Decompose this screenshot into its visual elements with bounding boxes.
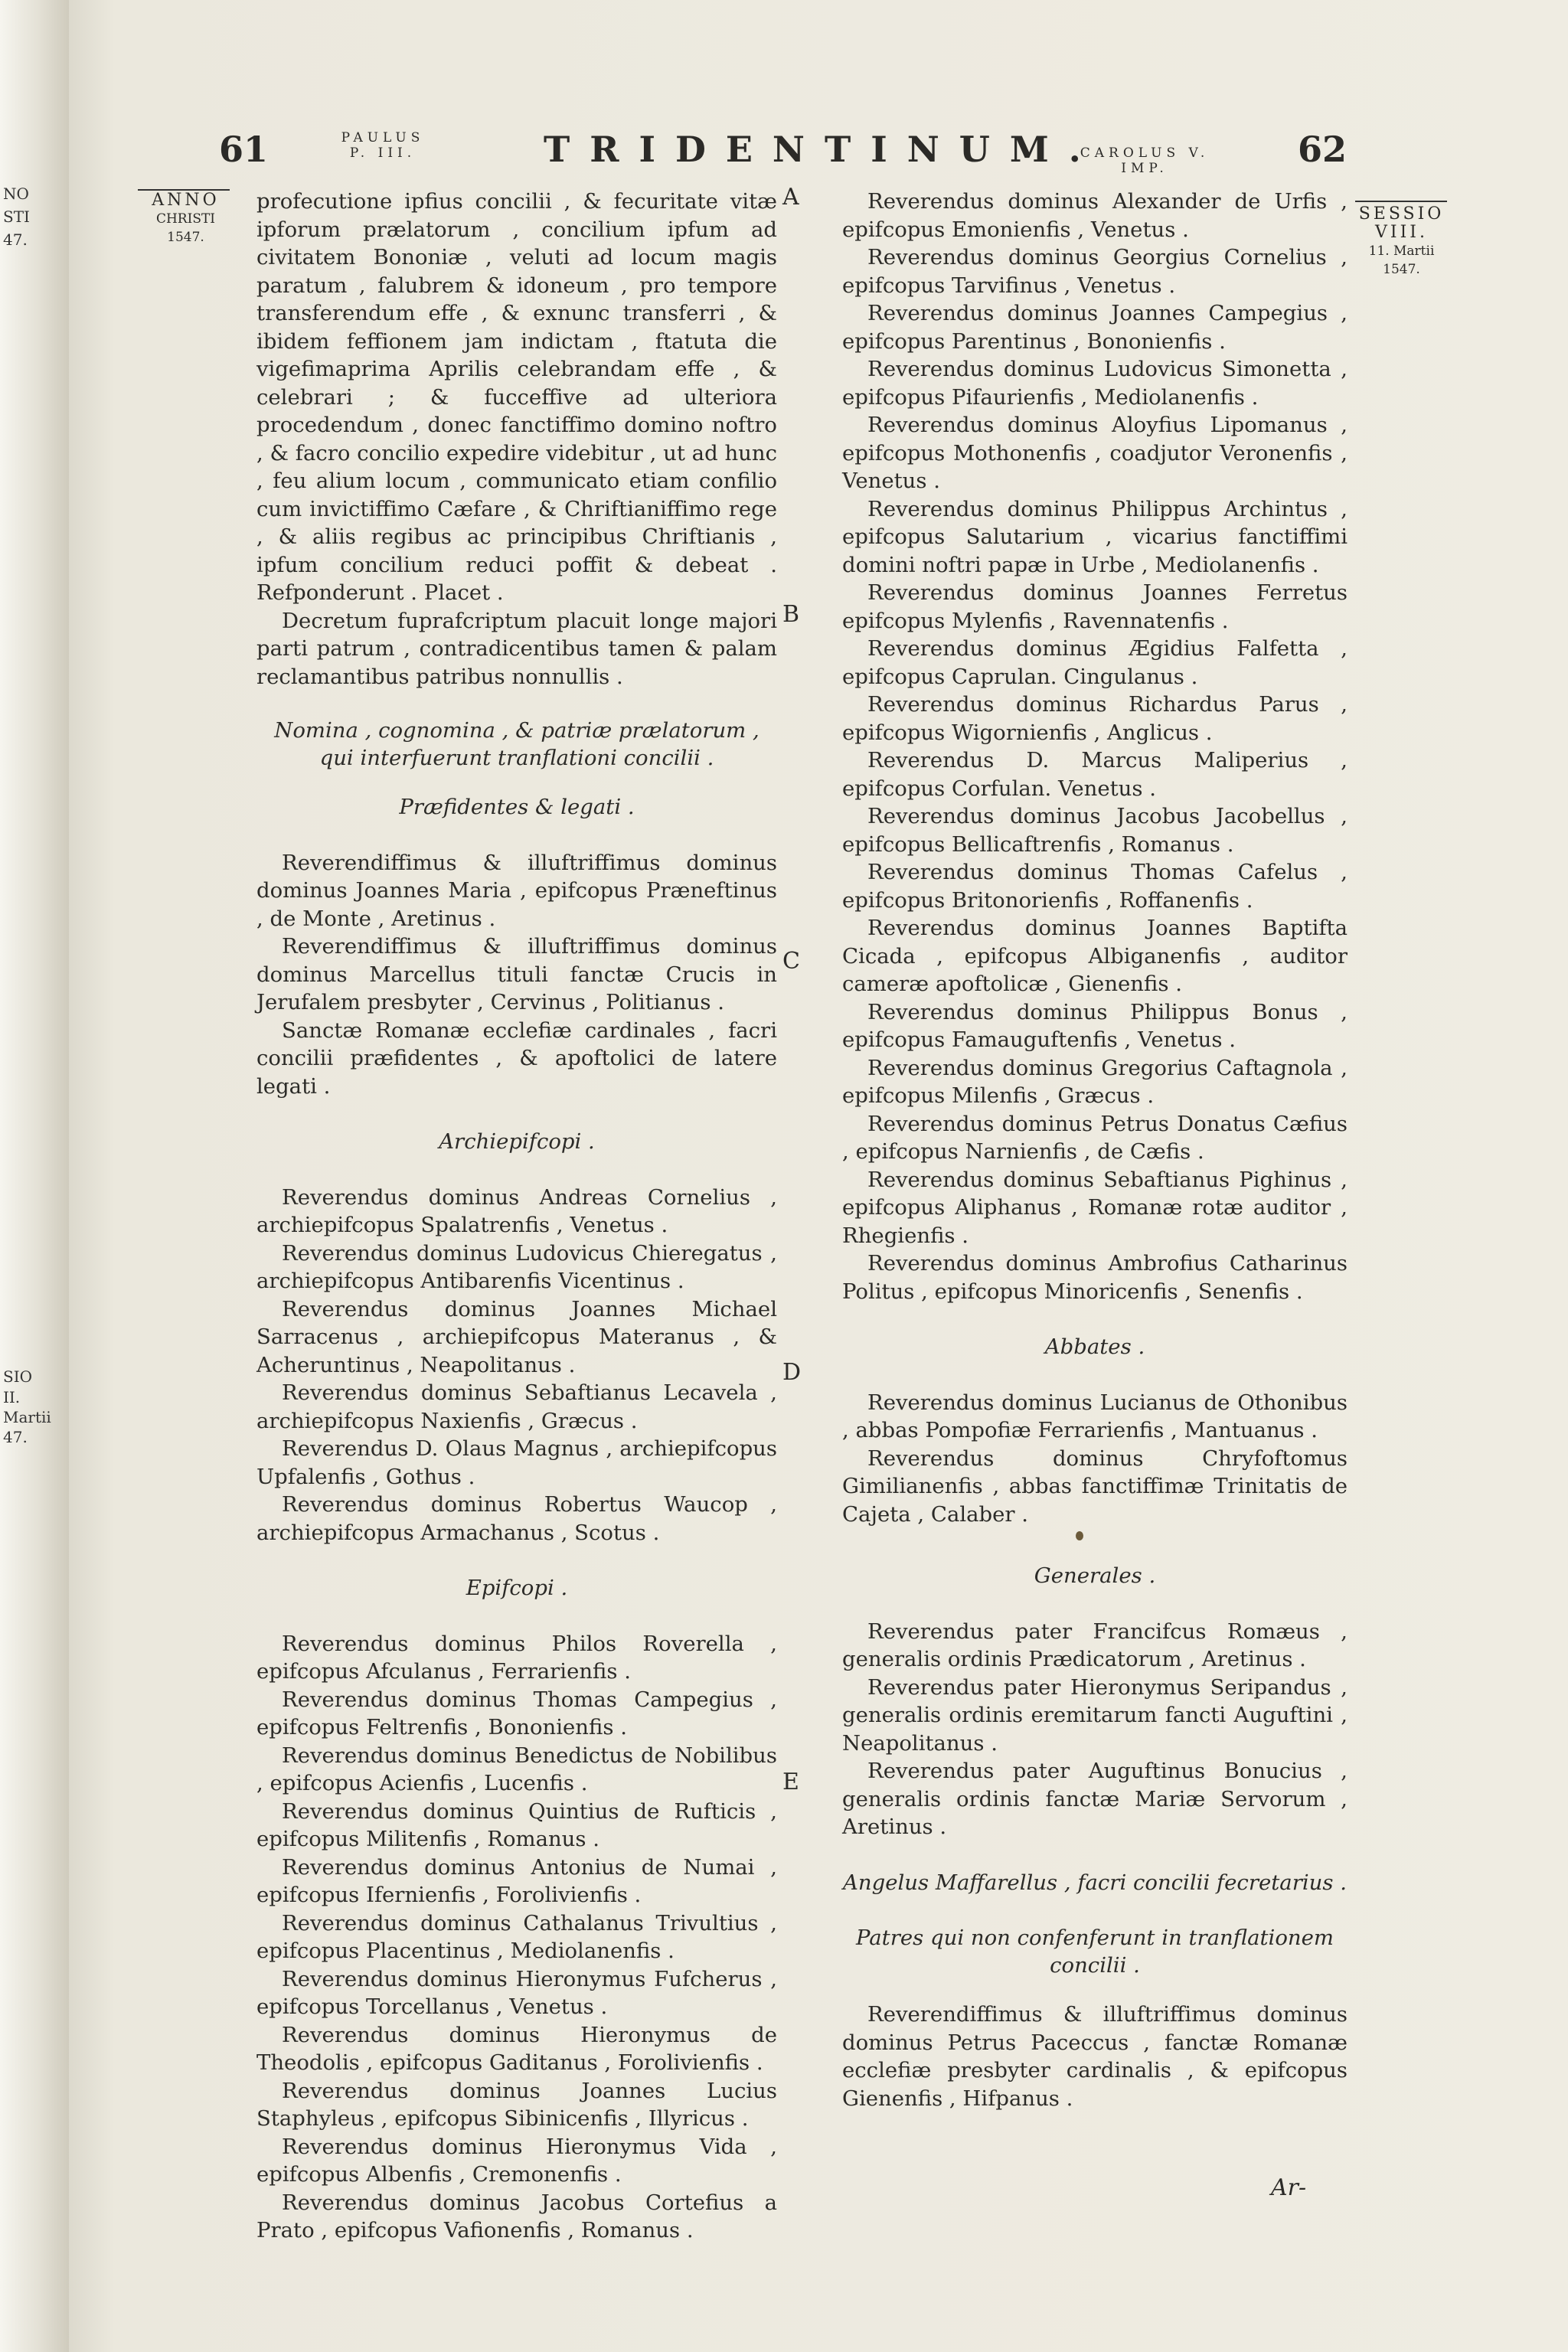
list-item: Reverendiffimus & illuftriffimus dominus dominus Petrus Paceccus , fanctæ Romanæ ecclefiæ presbyter cardinalis , & epifcopus Gienenfis , Hifpanus . — [842, 2002, 1348, 2111]
list-item: Reverendus dominus Alexander de Urfis , epifcopus Emonienfis , Venetus . — [842, 189, 1348, 242]
section-letter: D — [782, 1359, 802, 1386]
list-item: Reverendus dominus Antonius de Numai , epifcopus Ifernienfis , Forolivienfis . — [256, 1854, 777, 1907]
list-item: Reverendus D. Olaus Magnus , archiepifcopus Upfalenfis , Gothus . — [256, 1436, 777, 1489]
names-heading: Nomina , cognomina , & patriæ prælatorum , qui interfuerunt tranflationi concilii . — [274, 718, 760, 770]
list-item: Reverendus dominus Joannes Baptifta Cicada , epifcopus Albiganenfis , auditor cameræ apoftolicæ , Gienenfis . — [842, 916, 1348, 996]
section-heading: Abbates . — [1044, 1334, 1145, 1359]
list-item: Reverendus dominus Robertus Waucop , archiepifcopus Armachanus , Scotus . — [256, 1492, 777, 1545]
gutter-note: II. — [3, 1388, 21, 1406]
section-heading: Generales . — [1034, 1563, 1156, 1588]
gutter-note: STI — [3, 207, 30, 226]
section-letter: A — [782, 184, 799, 211]
sessio-number: VIII. — [1375, 223, 1428, 242]
list-item: Reverendus dominus Hieronymus Fufcherus , epifcopus Torcellanus , Venetus . — [256, 1966, 777, 2019]
list-item: Reverendus D. Marcus Maliperius , epifcopus Corfulan. Venetus . — [842, 748, 1348, 801]
list-item: Reverendus dominus Ambrofius Catharinus Politus , epifcopus Minoricenfis , Senenfis . — [842, 1251, 1348, 1304]
list-item: Reverendus dominus Cathalanus Trivultius , epifcopus Placentinus , Mediolanenfis . — [256, 1910, 777, 1963]
section-heading: Præfidentes & legati . — [399, 795, 635, 819]
sessio-date: 11. Martii — [1368, 243, 1435, 259]
decree-text: Decretum fuprafcriptum placuit longe majori parti patrum , contradicentibus tamen & palam reclamantibus patribus nonnullis . — [256, 608, 777, 689]
sessio-label: SESSIO — [1358, 204, 1445, 224]
list-item: Reverendus dominus Lucianus de Othonibus , abbas Pompofiæ Ferrarienfis , Mantuanus . — [842, 1390, 1348, 1442]
gutter-note: NO — [3, 185, 29, 203]
section-heading: Archiepifcopi . — [439, 1129, 595, 1154]
list-item: Reverendus dominus Chryfoftomus Gimilianenfis , abbas fanctiffimæ Trinitatis de Cajeta , Calaber . — [842, 1446, 1348, 1527]
page-header — [214, 129, 1348, 182]
christi-label: CHRISTI — [155, 211, 216, 227]
list-item: Reverendus dominus Thomas Cafelus , epifcopus Britonorienfis , Roffanenfis . — [842, 860, 1348, 913]
list-item: Reverendus dominus Gregorius Caftagnola , epifcopus Milenfis , Græcus . — [842, 1055, 1348, 1108]
list-item: Reverendus dominus Petrus Donatus Cæfius , epifcopus Narnienfis , de Cæfis . — [842, 1111, 1348, 1164]
list-item: Reverendus dominus Joannes Ferretus epifcopus Mylenfis , Ravennatenfis . — [842, 580, 1348, 633]
list-item: Reverendus dominus Ludovicus Simonetta , epifcopus Pifaurienfis , Mediolanenfis . — [842, 357, 1348, 410]
ink-blot — [1076, 1531, 1083, 1540]
secretary-line: Angelus Maffarellus , facri concilii fecretarius . — [843, 1870, 1347, 1895]
pontifex-label: PAULUS P. III. — [341, 130, 425, 161]
sessio-year: 1547. — [1383, 262, 1420, 277]
list-item: Reverendus dominus Joannes Campegius , epifcopus Parentinus , Bononienfis . — [842, 301, 1348, 354]
list-item: Reverendus pater Hieronymus Seripandus , generalis ordinis eremitarum fancti Auguftini , Neapolitanus . — [842, 1674, 1348, 1756]
catchword: Ar- — [1271, 2174, 1307, 2201]
anno-label: ANNO — [152, 191, 220, 210]
gutter-note: Martii — [3, 1408, 51, 1426]
list-item: Sanctæ Romanæ ecclefiæ cardinales , facri concilii præfidentes , & apoftolici de latere legati . — [256, 1018, 777, 1099]
right-column — [842, 188, 1348, 2112]
decree-text: profecutione ipfius concilii , & fecuritate vitæ ipforum prælatorum , concilium ipfum ad civitatem Bononiæ , veluti ad locum magis paratum , falubrem & idoneum , pro tempore transferendum effe , & exnunc transferri , & ibidem feffionem jam indictam , ftatuta die vigefimaprima Aprilis celebrandam effe , & celebrari ; & fucceffive ad ulteriora procedendum , donec fanctiffimo domino noftro , & facro concilio expedire videbitur , ut ad hunc , feu alium locum , communicato etiam confilio cum invictiffimo Cæfare , & Chriftianiffimo rege , & aliis regibus ac principibus Chriftianis , ipfum concilium reduci poffit & debeat . Refponderunt . Placet . — [256, 189, 777, 605]
list-item: Reverendus dominus Philippus Archintus , epifcopus Salutarium , vicarius fanctiffimi domini noftri papæ in Urbe , Mediolanenfis . — [842, 496, 1348, 577]
list-item: Reverendus dominus Georgius Cornelius , epifcopus Tarvifinus , Venetus . — [842, 245, 1348, 298]
list-item: Reverendus pater Francifcus Romæus , generalis ordinis Prædicatorum , Aretinus . — [842, 1619, 1348, 1671]
list-item: Reverendus dominus Thomas Campegius , epifcopus Feltrenfis , Bononienfis . — [256, 1687, 777, 1740]
page-number-right: 62 — [1298, 129, 1348, 170]
list-item: Reverendus dominus Aloyfius Lipomanus , epifcopus Mothonenfis , coadjutor Veronenfis , Venetus . — [842, 413, 1348, 493]
list-item: Reverendus dominus Hieronymus de Theodolis , epifcopus Gaditanus , Forolivienfis . — [256, 2022, 777, 2075]
section-letter: E — [782, 1769, 799, 1795]
gutter-note: 47. — [3, 1428, 28, 1446]
list-item: Reverendiffimus & illuftriffimus dominus dominus Joannes Maria , epifcopus Præneftinus , de Monte , Aretinus . — [256, 850, 777, 931]
section-heading: Epifcopi . — [466, 1576, 568, 1600]
list-item: Reverendus dominus Ægidius Falfetta , epifcopus Caprulan. Cingulanus . — [842, 636, 1348, 689]
list-item: Reverendus dominus Benedictus de Nobilibus , epifcopus Acienfis , Lucenfis . — [256, 1743, 777, 1795]
gutter-note: 47. — [3, 230, 28, 249]
page-number-left: 61 — [219, 129, 269, 170]
list-item: Reverendus dominus Sebaftianus Lecavela , archiepifcopus Naxienfis , Græcus . — [256, 1380, 777, 1433]
list-item: Reverendus dominus Ludovicus Chieregatus , archiepifcopus Antibarenfis Vicentinus . — [256, 1240, 777, 1293]
list-item: Reverendus dominus Quintius de Rufticis , epifcopus Militenfis , Romanus . — [256, 1798, 777, 1851]
section-heading: Patres qui non confenferunt in tranflationem concilii . — [856, 1926, 1334, 1978]
section-letter: C — [782, 948, 800, 975]
margin-sessio — [1354, 205, 1449, 279]
emperor-label: CAROLUS V. IMP. — [1080, 145, 1210, 176]
list-item: Reverendus pater Auguftinus Bonucius , generalis ordinis fanctæ Mariæ Servorum , Aretinus . — [842, 1759, 1348, 1839]
list-item: Reverendus dominus Andreas Cornelius , archiepifcopus Spalatrenfis , Venetus . — [256, 1184, 777, 1237]
margin-rule — [1355, 201, 1447, 202]
list-item: Reverendus dominus Jacobus Jacobellus , epifcopus Bellicaftrenfis , Romanus . — [842, 804, 1348, 857]
list-item: Reverendus dominus Philos Roverella , epifcopus Afculanus , Ferrarienfis . — [256, 1631, 777, 1684]
gutter-previous-page — [0, 0, 69, 2352]
list-item: Reverendus dominus Philippus Bonus , epifcopus Famauguftenfis , Venetus . — [842, 999, 1348, 1052]
left-column — [256, 188, 777, 2245]
margin-anno-christi — [138, 191, 234, 247]
section-letter: B — [782, 601, 800, 628]
list-item: Reverendus dominus Richardus Parus , epifcopus Wigornienfis , Anglicus . — [842, 692, 1348, 745]
list-item: Reverendus dominus Joannes Michael Sarracenus , archiepifcopus Materanus , & Acheruntinus , Neapolitanus . — [256, 1296, 777, 1377]
list-item: Reverendus dominus Joannes Lucius Staphyleus , epifcopus Sibinicenfis , Illyricus . — [256, 2078, 777, 2131]
list-item: Reverendus dominus Jacobus Cortefius a Prato , epifcopus Vafionenfis , Romanus . — [256, 2190, 777, 2243]
list-item: Reverendus dominus Sebaftianus Pighinus , epifcopus Aliphanus , Romanæ rotæ auditor , Rhegienfis . — [842, 1167, 1348, 1248]
year-label: 1547. — [167, 230, 204, 245]
gutter-note: SIO — [3, 1367, 32, 1386]
list-item: Reverendus dominus Hieronymus Vida , epifcopus Albenfis , Cremonenfis . — [256, 2134, 777, 2187]
running-title: TRIDENTINUM. — [544, 129, 1101, 170]
list-item: Reverendiffimus & illuftriffimus dominus dominus Marcellus tituli fanctæ Crucis in Jerufalem presbyter , Cervinus , Politianus . — [256, 934, 777, 1014]
